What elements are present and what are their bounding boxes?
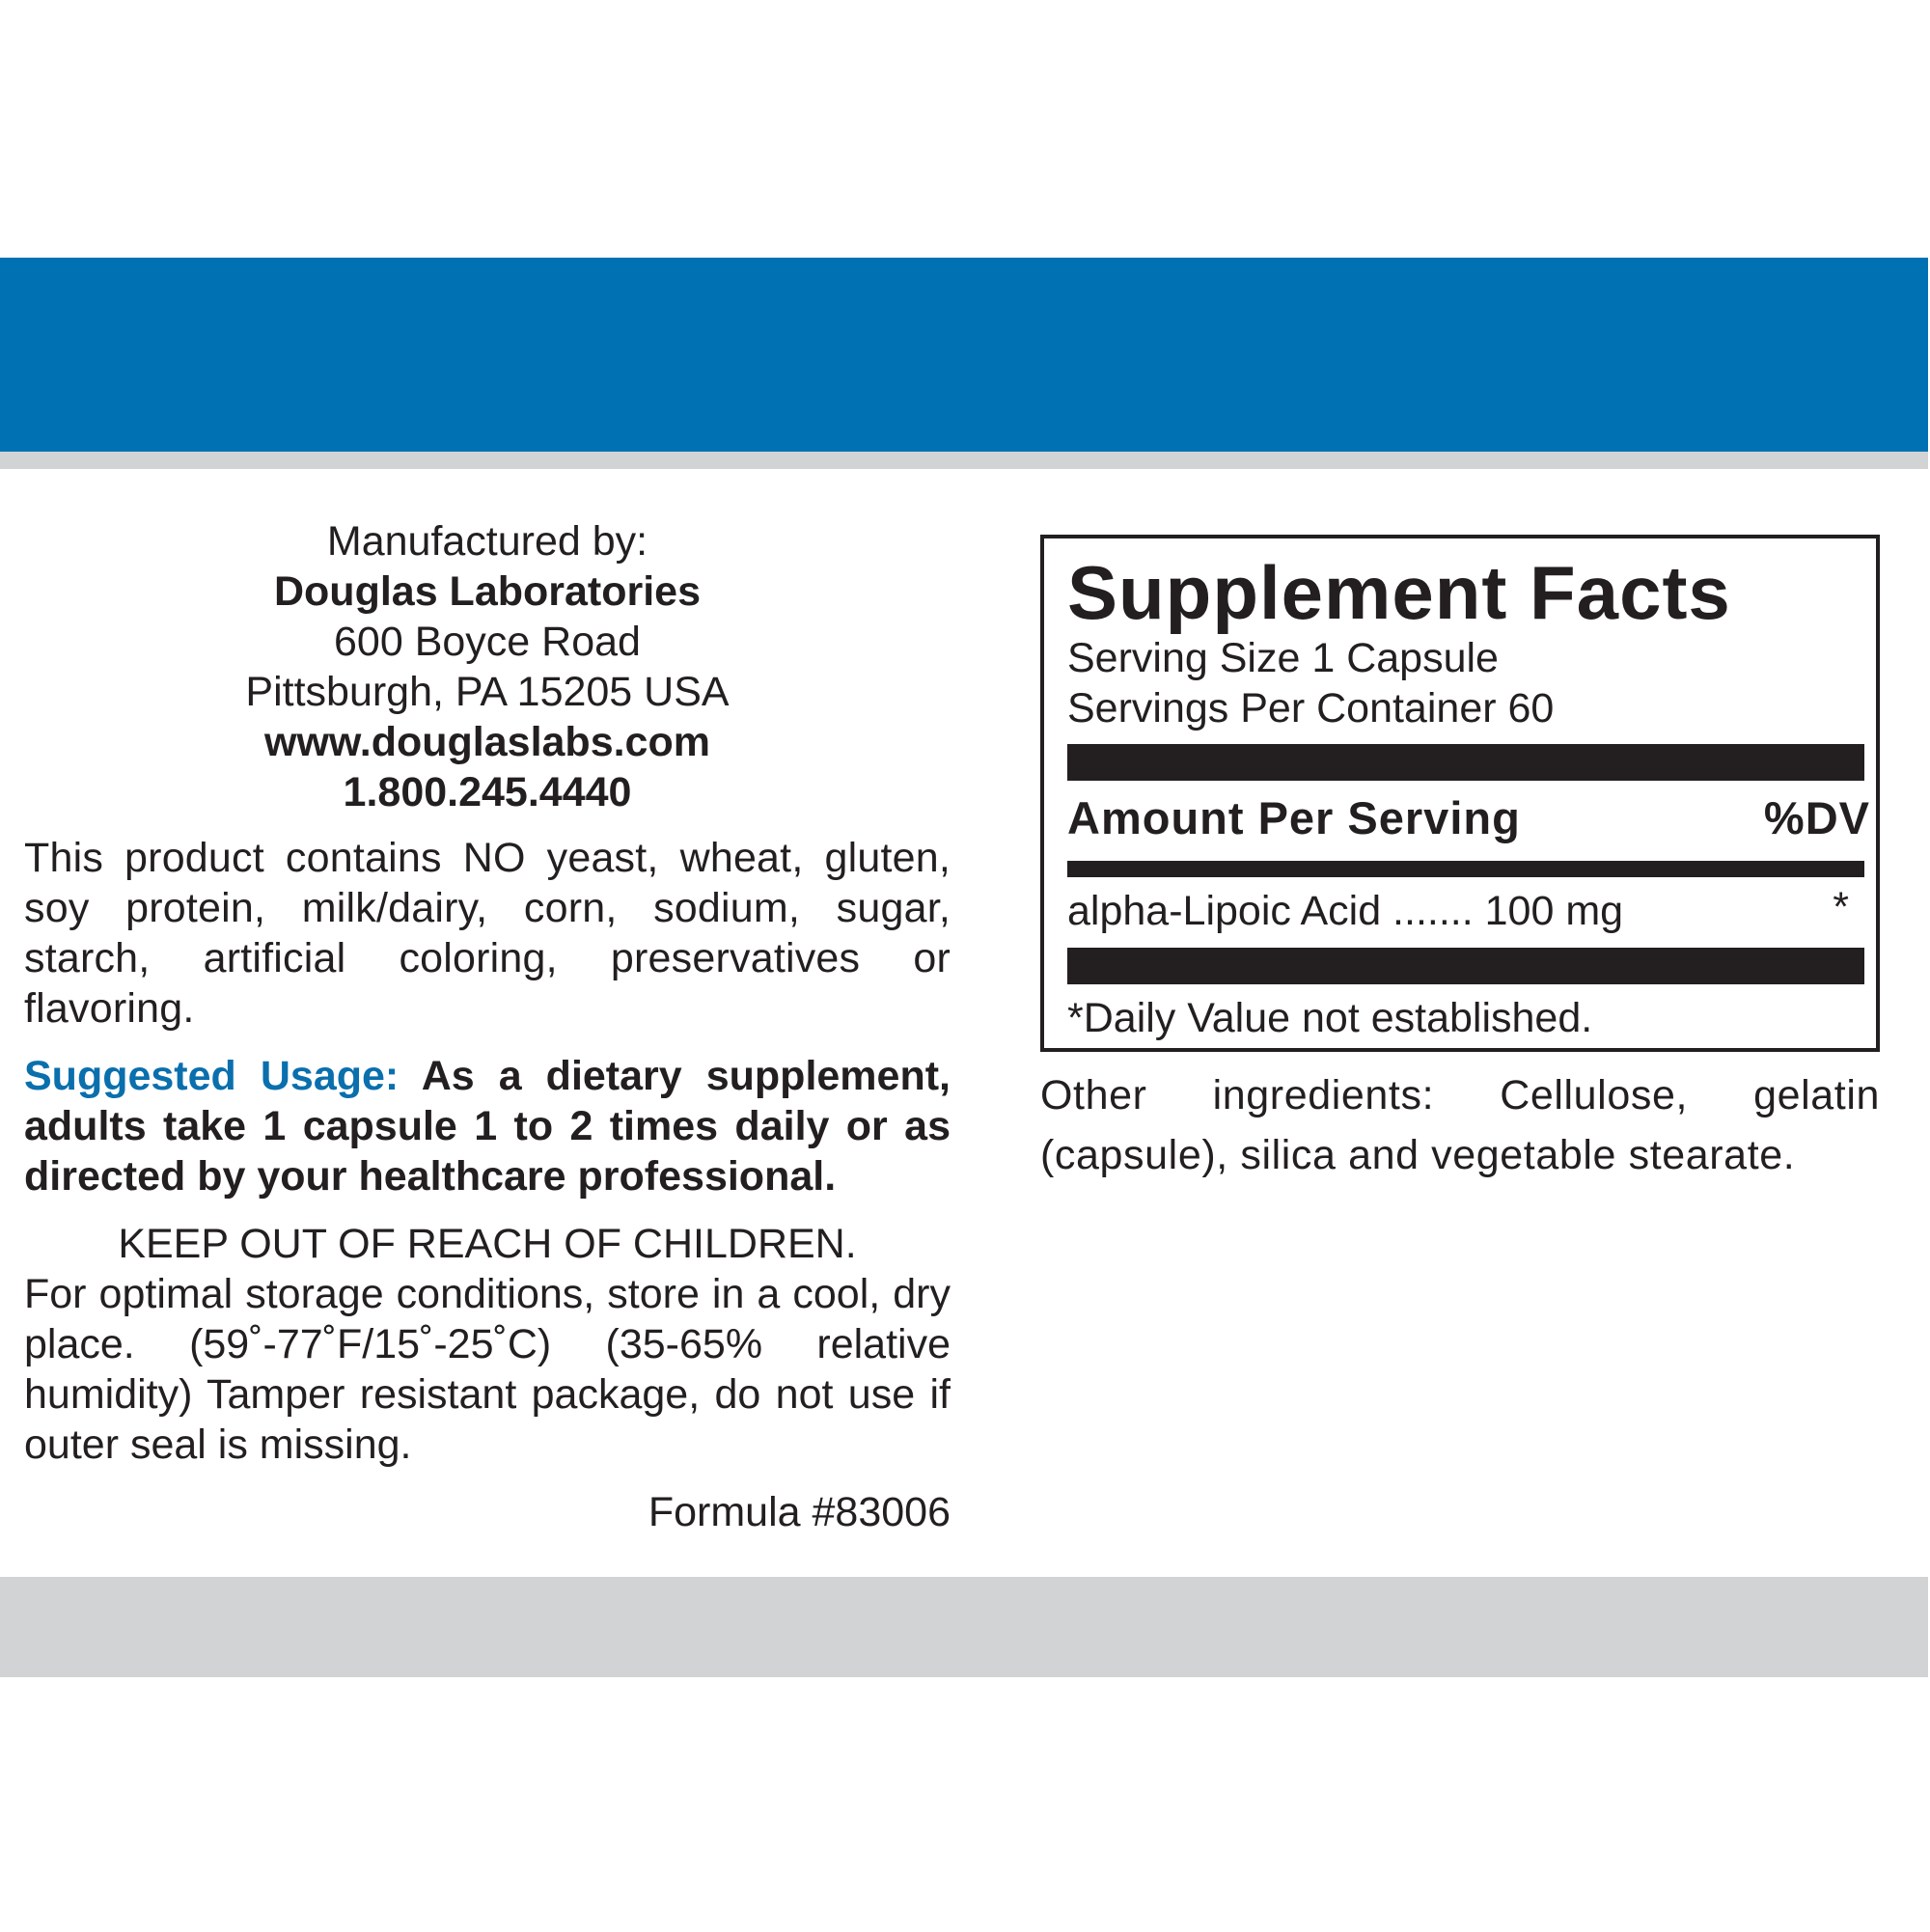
- suggested-usage-label: Suggested Usage:: [24, 1053, 400, 1099]
- facts-header-row: [1067, 791, 1870, 845]
- formula-number: Formula #83006: [648, 1489, 951, 1535]
- ingredient-row: [1067, 884, 1864, 938]
- storage-instructions: For optimal storage conditions, store in a cool, dry place. (59˚-77˚F/15˚-25˚C) (35-65% relative humidity) Tamper resistant package, do not use if outer seal is missing.: [24, 1271, 951, 1468]
- storage-block: [24, 1219, 951, 1470]
- servings-per-container: Servings Per Container 60: [1067, 685, 1555, 731]
- manufactured-by-label: Manufactured by:: [326, 518, 648, 565]
- gray-footer-band: [0, 1577, 1928, 1677]
- manufacturer-name: Douglas Laboratories: [273, 568, 702, 615]
- serving-size: Serving Size 1 Capsule: [1067, 635, 1499, 681]
- manufacturer-city: Pittsburgh, PA 15205 USA: [245, 669, 730, 715]
- facts-divider-thick-bottom: [1067, 948, 1864, 984]
- supplement-facts-panel: [1040, 535, 1880, 1052]
- daily-value-footnote: *Daily Value not established.: [1067, 995, 1593, 1041]
- gray-divider: [0, 452, 1928, 469]
- label-left-column: [24, 516, 951, 1537]
- allergen-statement: This product contains NO yeast, wheat, gluten, soy protein, milk/dairy, corn, sodium, sugar, starch, artificial coloring, preservatives or flavoring.: [24, 835, 951, 1032]
- ingredient-name-amount: alpha-Lipoic Acid ....... 100 mg: [1067, 888, 1624, 934]
- amount-per-serving-header: Amount Per Serving: [1067, 792, 1521, 843]
- daily-value-header: %DV: [1763, 792, 1870, 843]
- other-ingredients: Other ingredients: Cellulose, gelatin (capsule), silica and vegetable stearate.: [1040, 1072, 1880, 1178]
- manufacturer-block: [24, 516, 951, 817]
- suggested-usage-text: As a dietary supplement, adults take 1 capsule 1 to 2 times daily or as directed by your healthcare professional.: [24, 1053, 951, 1200]
- manufacturer-phone: 1.800.245.4440: [343, 769, 632, 815]
- facts-divider-medium: [1067, 861, 1864, 877]
- children-warning: KEEP OUT OF REACH OF CHILDREN.: [118, 1221, 857, 1267]
- supplement-facts-title: Supplement Facts: [1067, 550, 1731, 635]
- facts-divider-thick: [1067, 744, 1864, 781]
- ingredient-dv: *: [1833, 884, 1849, 930]
- manufacturer-website: www.douglaslabs.com: [264, 719, 710, 765]
- suggested-usage: [24, 1051, 951, 1201]
- brand-color-band: [0, 258, 1928, 452]
- manufacturer-street: 600 Boyce Road: [334, 619, 641, 665]
